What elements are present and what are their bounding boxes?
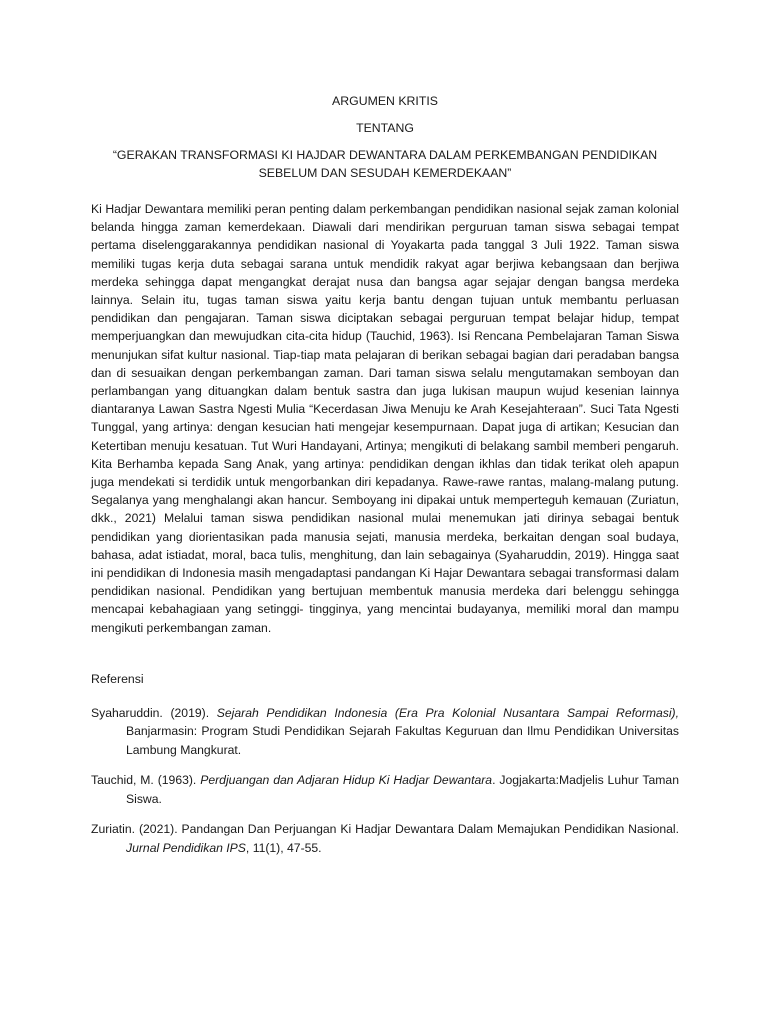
document-topic: “GERAKAN TRANSFORMASI KI HAJDAR DEWANTARA DALAM PERKEMBANGAN PENDIDIKAN SEBELUM DAN SESUDAH KEMERDEKAAN” bbox=[112, 148, 658, 180]
document-page bbox=[91, 90, 679, 869]
reference-title: Perdjuangan dan Adjaran Hidup Ki Hadjar Dewantara bbox=[200, 773, 493, 788]
reference-text: . Jogjakarta:Madjelis Luhur Taman Siswa. bbox=[126, 773, 679, 806]
body-paragraph: Ki Hadjar Dewantara memiliki peran penting dalam perkembangan pendidikan nasional sejak zaman kolonial belanda hingga zaman kemerdekaan. Diawali dari mendirikan perguruan taman siswa sebagai tempat pertama diselenggarakannya pendidikan nasional di Yoyakarta pada tanggal 3 Juli 1922. Taman siswa memiliki tugas kerja duta sebagai sarana untuk mendidik rakyat agar berjiwa kebangsaan dan berjiwa merdeka sehingga dapat mengangkat derajat nusa dan bangsa agar sejajar dengan bangsa merdeka lainnya. Selain itu, tugas taman siswa yaitu kerja bantu dengan tujuan untuk membantu perluasan pendidikan dan pengajaran. Taman siswa diciptakan sebagai perguruan tempat belajar hidup, tempat memperjuangkan dan mewujudkan cita-cita hidup (Tauchid, 1963). Isi Rencana Pembelajaran Taman Siswa menunjukan sifat kultur nasional. Tiap-tiap mata pelajaran di berikan sebagai bagian dari peradaban bangsa dan di sesuaikan dengan perkembangan zaman. Dari taman siswa selalu mengutamakan semboyan dan perlambangan yang dituangkan dalam bentuk sastra dan juga lukisan maupun wujud kesenian lainnya diantaranya Lawan Sastra Ngesti Mulia “Kecerdasan Jiwa Menuju ke Arah Kesejahteraan”. Suci Tata Ngesti Tunggal, yang artinya: dengan kesucian hati mengejar kesempurnaan. Dapat juga di artikan; Kesucian dan Ketertiban menuju kesatuan. Tut Wuri Handayani, Artinya; mengikuti di belakang sambil memberi pengaruh. Kita Berhamba kepada Sang Anak, yang artinya: pendidikan dengan ikhlas dan tidak terikat oleh apapun juga mendekati si terdidik untuk mengorbankan diri kepadanya. Rawe-rawe rantas, malang-malang putung. Segalanya yang menghalangi akan hancur. Semboyang ini dipakai untuk memperteguh kemauan (Zuriatun, dkk., 2021) Melalui taman siswa pendidikan nasional mulai menemukan jati dirinya sebagai bentuk pendidikan yang diorientasikan pada manusia sejati, manusia merdeka, berkaitan dengan soal budaya, bahasa, adat istiadat, moral, baca tulis, menghitung, dan lain sebagainya (Syaharuddin, 2019). Hingga saat ini pendidikan di Indonesia masih mengadaptasi pandangan Ki Hajar Dewantara sebagai transformasi dalam pendidikan nasional. Pendidikan yang bertujuan membentuk manusia merdeka dari belenggu sehingga mencapai kebahagiaan yang setinggi- tingginya, yang mencintai budayanya, memiliki moral dan mampu mengikuti perkembangan zaman. bbox=[91, 202, 679, 635]
reference-title: Sejarah Pendidikan Indonesia (Era Pra Kolonial Nusantara Sampai Reformasi), bbox=[216, 705, 679, 720]
reference-item-zuriatin bbox=[91, 820, 679, 857]
references-heading: Referensi bbox=[91, 671, 144, 686]
reference-text: Zuriatin. (2021). Pandangan Dan Perjuangan Ki Hadjar Dewantara Dalam Memajukan Pendidikan Nasional. bbox=[91, 822, 679, 837]
reference-text: Banjarmasin: Program Studi Pendidikan Sejarah Fakultas Keguruan dan Ilmu Pendidikan Universitas Lambung Mangkurat. bbox=[126, 724, 679, 757]
reference-title: Jurnal Pendidikan IPS bbox=[126, 840, 246, 855]
reference-text: Syaharuddin. (2019). bbox=[91, 705, 217, 720]
reference-text: , 11(1), 47-55. bbox=[245, 840, 322, 855]
reference-item-syaharuddin bbox=[91, 704, 679, 759]
reference-text: Tauchid, M. (1963). bbox=[91, 773, 201, 788]
document-title: ARGUMEN KRITIS bbox=[332, 94, 438, 108]
reference-item-tauchid bbox=[91, 771, 679, 808]
document-subtitle: TENTANG bbox=[356, 121, 414, 135]
